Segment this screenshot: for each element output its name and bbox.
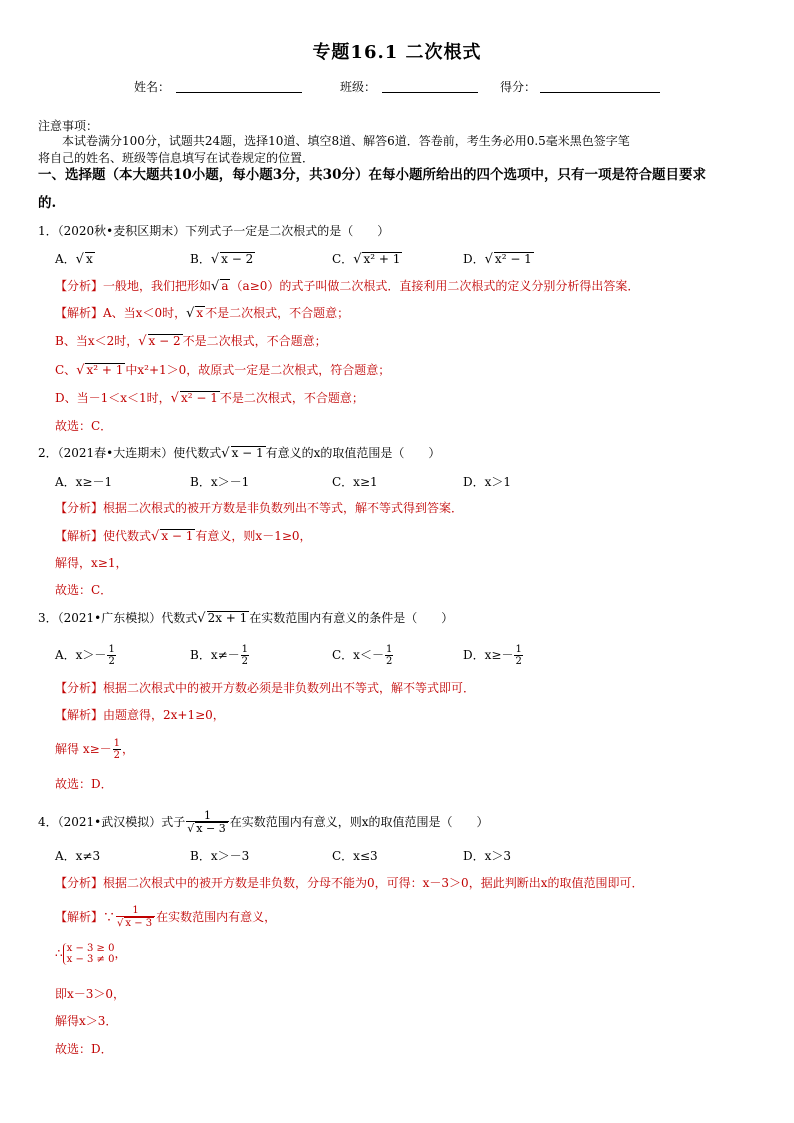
q4-answer: 故选：D． bbox=[55, 1042, 113, 1056]
q1-solution-3: C、√ x² + 1 中x²+1＞0，故原式一定是二次根式，符合题意； bbox=[55, 363, 391, 378]
q2-analysis: 【分析】根据二次根式的被开方数是非负数列出不等式，解不等式得到答案． bbox=[55, 501, 464, 515]
q3-option-d: D．x≥－ $\frac{1}{2}$ bbox=[463, 644, 522, 667]
q4-solution-4: 解得x＞3． bbox=[55, 1014, 118, 1028]
q1-answer: 故选：C． bbox=[55, 419, 113, 433]
notice-heading: 注意事项： bbox=[38, 119, 99, 133]
q3-option-b: B．x≠－ $\frac{1}{2}$ bbox=[190, 644, 249, 667]
q2-option-b: B．x＞－1 bbox=[190, 475, 250, 489]
q1-option-d: D．√ x² − 1 bbox=[463, 252, 532, 267]
q2-solution-1: 【解析】使代数式√ x − 1 有意义，则x－1≥0， bbox=[55, 529, 312, 544]
q1-solution-2: B、当x＜2时，√ x − 2 不是二次根式，不合题意； bbox=[55, 334, 327, 349]
q3-solution-1: 【解析】由题意得，2x+1≥0， bbox=[55, 708, 225, 722]
q1-option-c: C．√ x² + 1 bbox=[332, 252, 401, 267]
page-title: 专题16.1 二次根式 bbox=[312, 42, 482, 63]
q2-option-c: C．x≥1 bbox=[332, 475, 378, 489]
q4-stem: 4．（2021•武汉模拟）式子 $\frac{1}{√ x - 3}$ 在实数范围内有意义，则x的取值范围是（ ） bbox=[38, 809, 489, 835]
q1-option-b: B．√ x − 2 bbox=[190, 252, 254, 267]
q1-solution-4: D、当－1＜x＜1时，√ x² − 1 不是二次根式，不合题意； bbox=[55, 391, 364, 406]
section-heading-1: 一、选择题（本大题共10小题，每小题3分，共30分）在每小题所给出的四个选项中，只有一项是符合题目要求 bbox=[38, 167, 706, 183]
q4-solution-3: 即x－3＞0， bbox=[55, 987, 126, 1001]
q2-option-d: D．x＞1 bbox=[463, 475, 512, 489]
q3-analysis: 【分析】根据二次根式中的被开方数必须是非负数列出不等式，解不等式即可． bbox=[55, 681, 476, 695]
q1-analysis: 【分析】一般地，我们把形如√ a （a≥0）的式子叫做二次根式．直接利用二次根式的定义分别分析得出答案． bbox=[55, 279, 640, 294]
q2-solution-2: 解得，x≥1， bbox=[55, 556, 128, 570]
q3-option-a: A．x＞－ $\frac{1}{2}$ bbox=[55, 644, 115, 667]
q3-answer: 故选：D． bbox=[55, 777, 113, 791]
section-heading-2: 的. bbox=[38, 195, 57, 211]
q3-option-c: C．x＜－ $\frac{1}{2}$ bbox=[332, 644, 393, 667]
q4-option-b: B．x＞－3 bbox=[190, 849, 250, 863]
q2-stem: 2．（2021春•大连期末）使代数式√ x − 1 有意义的x的取值范围是（ ） bbox=[38, 446, 441, 461]
class-label: 班级： bbox=[340, 80, 377, 94]
q4-solution-1: 【解析】∵ $\frac{1}{√ x - 3}$ 在实数范围内有意义， bbox=[55, 905, 277, 929]
notice-line-2: 将自己的姓名、班级等信息填写在试卷规定的位置． bbox=[38, 151, 315, 165]
score-label: 得分： bbox=[500, 80, 537, 94]
q4-option-c: C．x≤3 bbox=[332, 849, 378, 863]
q2-option-a: A．x≥－1 bbox=[55, 475, 113, 489]
q3-solution-2: 解得 x≥－ $\frac{1}{2}$ ， bbox=[55, 738, 135, 761]
q4-option-a: A．x≠3 bbox=[55, 849, 101, 863]
name-field[interactable] bbox=[176, 78, 302, 93]
notice-line-1: 本试卷满分100分，试题共24题，选择10道、填空8道、解答6道．答卷前，考生务必用0.5毫米黑色签字笔 bbox=[62, 134, 630, 148]
q2-answer: 故选：C． bbox=[55, 583, 113, 597]
q1-stem: 1．（2020秋•麦积区期末）下列式子一定是二次根式的是（ ） bbox=[38, 224, 390, 238]
q4-option-d: D．x＞3 bbox=[463, 849, 512, 863]
q4-analysis: 【分析】根据二次根式中的被开方数是非负数，分母不能为0，可得：x－3＞0，据此判断出x的取值范围即可． bbox=[55, 876, 644, 890]
q4-solution-2: ∴ x − 3 ≥ 0 x − 3 ≠ 0 ， bbox=[55, 943, 127, 965]
class-field[interactable] bbox=[382, 78, 478, 93]
name-label: 姓名： bbox=[134, 80, 171, 94]
q1-solution-1: 【解析】A、当x＜0时，√ x 不是二次根式，不合题意； bbox=[55, 306, 350, 321]
score-field[interactable] bbox=[540, 78, 660, 93]
q3-stem: 3．（2021•广东模拟）代数式√ 2x + 1 在实数范围内有意义的条件是（ ） bbox=[38, 611, 454, 626]
q1-option-a: A．√ x bbox=[55, 252, 93, 267]
